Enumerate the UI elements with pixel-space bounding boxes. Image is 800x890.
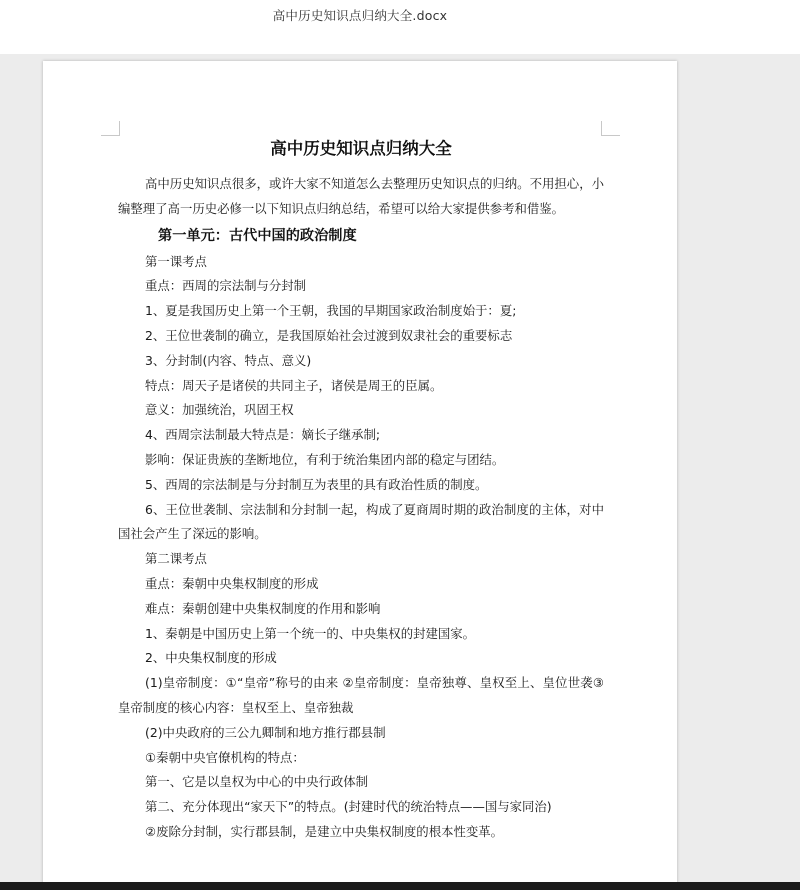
paragraph: 意义：加强统治，巩固王权 xyxy=(145,402,294,418)
paragraph: 3、分封制(内容、特点、意义) xyxy=(145,352,312,368)
paragraph: 2、中央集权制度的形成 xyxy=(145,650,277,666)
unit-heading: 第一单元：古代中国的政治制度 xyxy=(158,227,357,244)
paragraph: 难点：秦朝创建中央集权制度的作用和影响 xyxy=(145,600,381,616)
paragraph: 第一课考点 xyxy=(145,253,207,269)
paragraph: 1、夏是我国历史上第一个王朝，我国的早期国家政治制度始于：夏; xyxy=(145,303,517,319)
paragraph: 2、王位世袭制的确立，是我国原始社会过渡到奴隶社会的重要标志 xyxy=(145,327,513,343)
paragraph: 第二、充分体现出“家天下”的特点。(封建时代的统治特点——国与家同治) xyxy=(145,799,552,815)
paragraph: (1)皇帝制度：①“皇帝”称号的由来 ②皇帝制度：皇帝独尊、皇权至上、皇位世袭③皇帝制度的核心内容：皇权至上、皇帝独裁 xyxy=(118,675,604,715)
paragraph: 特点：周天子是诸侯的共同主子，诸侯是周王的臣属。 xyxy=(145,377,443,393)
intro-paragraph: 高中历史知识点很多，或许大家不知道怎么去整理历史知识点的归纳。不用担心，小编整理了高一历史必修一以下知识点归纳总结，希望可以给大家提供参考和借鉴。 xyxy=(118,176,604,216)
paragraph: 重点：秦朝中央集权制度的形成 xyxy=(145,575,319,591)
paragraph: 第二课考点 xyxy=(145,551,207,567)
document-canvas[interactable] xyxy=(0,54,800,882)
document-filename: 高中历史知识点归纳大全.docx xyxy=(272,8,448,23)
title-bar xyxy=(0,0,800,54)
paragraph: 第一、它是以皇权为中心的中央行政体制 xyxy=(145,774,369,790)
paragraph: (2)中央政府的三公九卿制和地方推行郡县制 xyxy=(145,724,386,740)
document-page[interactable] xyxy=(43,61,677,882)
paragraph: ①秦朝中央官僚机构的特点： xyxy=(145,749,305,765)
document-heading: 高中历史知识点归纳大全 xyxy=(270,139,452,158)
paragraph: 6、王位世袭制、宗法制和分封制一起，构成了夏商周时期的政治制度的主体，对中国社会产生了深远的影响。 xyxy=(118,501,604,542)
paragraph: 重点：西周的宗法制与分封制 xyxy=(145,278,307,294)
bottom-status-bar xyxy=(0,882,800,890)
page-content xyxy=(118,134,604,845)
paragraph: 影响：保证贵族的垄断地位，有利于统治集团内部的稳定与团结。 xyxy=(145,451,505,467)
paragraph: 4、西周宗法制最大特点是：嫡长子继承制; xyxy=(145,427,381,443)
paragraph: ②废除分封制，实行郡县制，是建立中央集权制度的根本性变革。 xyxy=(145,823,504,839)
paragraph: 5、西周的宗法制是与分封制互为表里的具有政治性质的制度。 xyxy=(145,476,488,492)
paragraph: 1、秦朝是中国历史上第一个统一的、中央集权的封建国家。 xyxy=(145,625,476,641)
